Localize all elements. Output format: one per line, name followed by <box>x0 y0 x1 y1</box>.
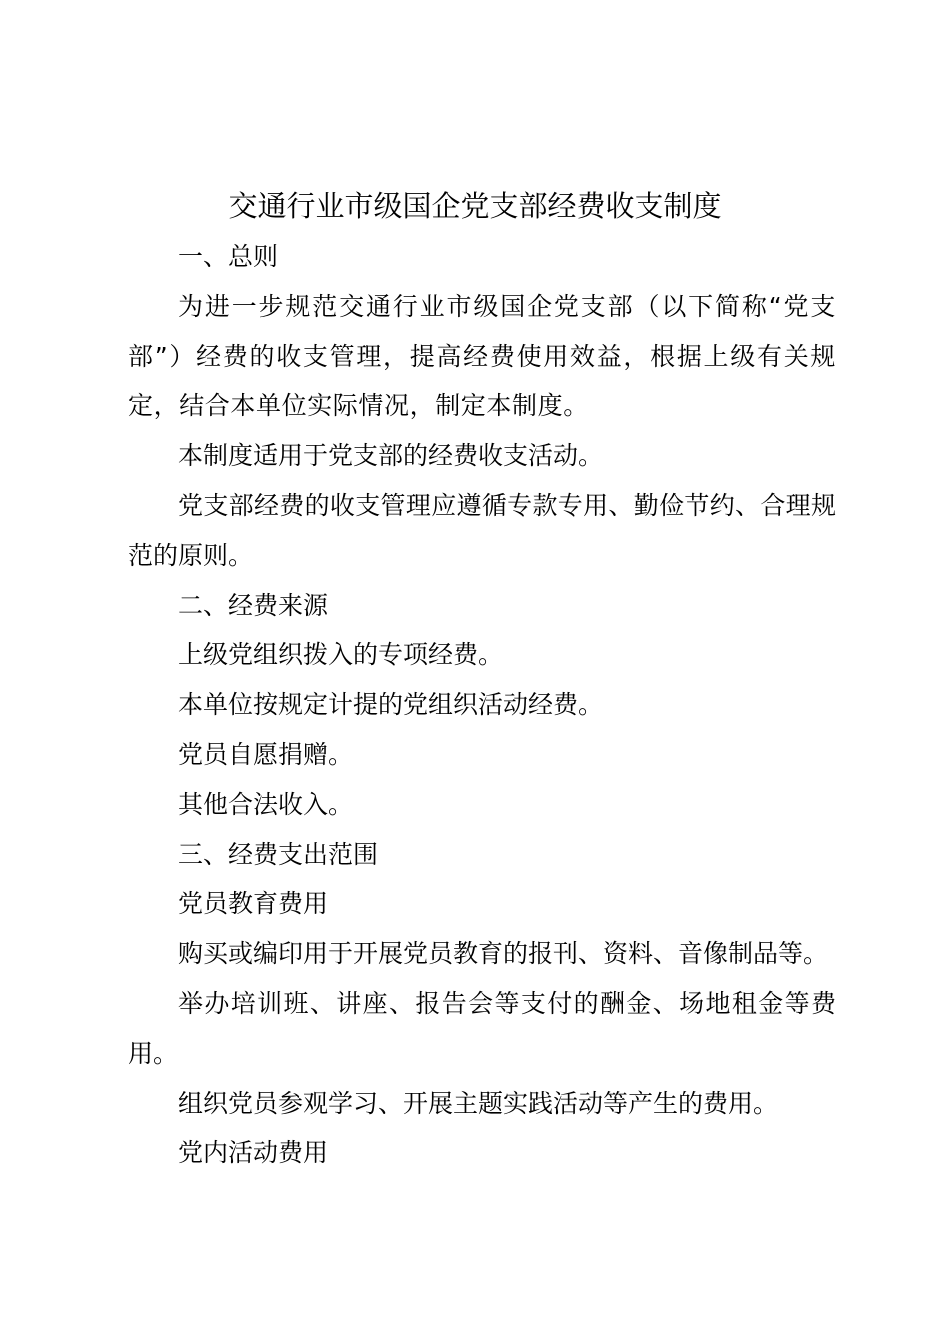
paragraph-party-activities: 党内活动费用 <box>178 1138 329 1168</box>
paragraph-purpose: 为进一步规范交通行业市级国企党支部（以下简称“党支部”）经费的收支管理，提高经费使用效益，根据上级有关规定，结合本单位实际情况，制定本制度。 <box>128 291 836 421</box>
paragraph-source-unit: 本单位按规定计提的党组织活动经费。 <box>178 690 604 720</box>
paragraph-education-costs: 党员教育费用 <box>178 889 329 919</box>
paragraph-training-costs: 举办培训班、讲座、报告会等支付的酬金、场地租金等费用。 <box>128 988 836 1068</box>
document-title: 交通行业市级国企党支部经费收支制度 <box>228 189 722 223</box>
section-heading-general: 一、总则 <box>178 242 279 271</box>
paragraph-source-superior: 上级党组织拨入的专项经费。 <box>178 640 504 670</box>
paragraph-principle: 党支部经费的收支管理应遵循专款专用、勤俭节约、合理规范的原则。 <box>128 490 836 570</box>
paragraph-education-materials: 购买或编印用于开展党员教育的报刊、资料、音像制品等。 <box>178 939 829 969</box>
section-heading-funding-sources: 二、经费来源 <box>178 590 329 620</box>
paragraph-scope: 本制度适用于党支部的经费收支活动。 <box>178 441 604 471</box>
paragraph-source-donation: 党员自愿捐赠。 <box>178 739 354 769</box>
paragraph-source-other: 其他合法收入。 <box>178 789 354 819</box>
document-body <box>128 232 836 1178</box>
section-heading-expenditure-scope: 三、经费支出范围 <box>178 839 379 869</box>
paragraph-study-visits: 组织党员参观学习、开展主题实践活动等产生的费用。 <box>178 1088 779 1118</box>
